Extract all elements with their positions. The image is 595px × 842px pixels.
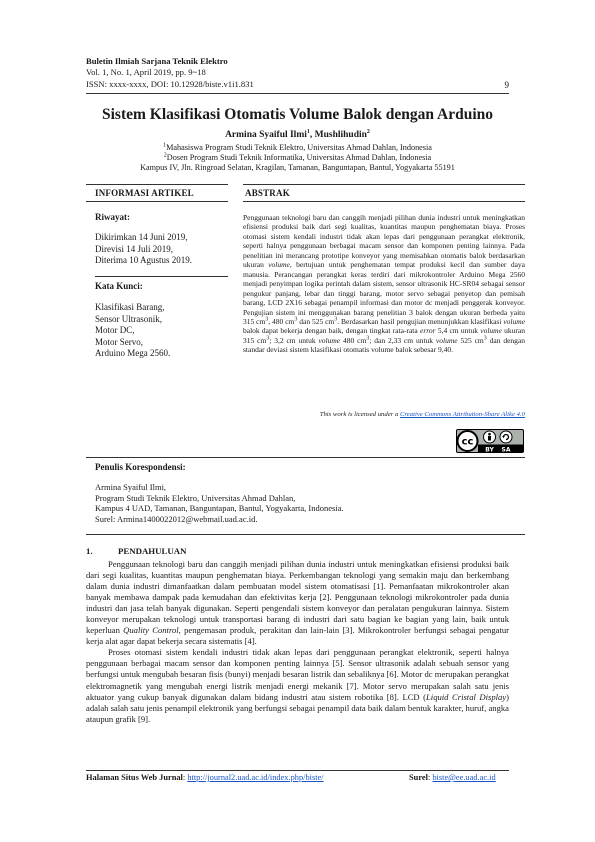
aff-2-text: Dosen Program Studi Teknik Informatika, Universitas Ahmad Dahlan, Indonesia: [166, 153, 432, 162]
author-2: Mushlihudin: [314, 130, 367, 140]
keywords-label: Kata Kunci:: [95, 281, 143, 291]
keyword-item: Motor Servo,: [95, 336, 143, 347]
aff-2-sup: 2: [163, 152, 167, 159]
section-number: 1.: [86, 546, 93, 556]
license-link[interactable]: Creative Commons Attribution-Share Alike 4.0: [399, 411, 525, 418]
abstract-text: Penggunaan teknologi baru dan canggih menjadi pilihan dunia industri untuk meningkatkan efisiensi produksi baik dari segi kualitas, kuantitas maupun penghematan biaya. Proses otomasi sistem kendali industri tidak akan lepas dari penggunaan perangkat elektronik, seperti halnya penggunaan berbagai macam sensor dan komponen penting lainnya. Pada penelitian ini merancang prototipe konveyor yang memisahkan otomatis balok berdasarkan ukuran volume, bertujuan untuk penghematan tempat produksi kecil dan sumber daya manusia. Perancangan perangkat keras terdiri dari mikrokontroler Arduino Mega 2560 menjadi penyimpan logika perintah dalam sistem, sensor ultrasonik HC-SR04 sebagai sensor pengukur panjang, lebar dan tinggi barang, motor servo sebagai penyetop dan pemisah barang, LCD 2X16 sebagai penampil informasi dan motor dc menjadi penggerak konveyor. Pengujian sistem ini menggunakan barang penelitian 3 balok dengan ukuran berbeda yaitu 315 $cm^3$, 480 $cm^3$ dan 525 $cm^3$. Berdasarkan hasil pengujian menunjukkan klasifikasi volume balok dapat bekerja dengan baik, dengan tingkat rata-rata error 5,4 cm untuk volume ukuran 315 $cm^3$; 3,2 cm untuk volume 480 $cm^3$; dan 2,33 cm untuk volume 525 $cm^3$ dan dengan standar deviasi sistem klasifikasi otomatis volume balok sebesar 9,40.: [243, 213, 526, 355]
header-rule: [86, 93, 509, 94]
correspondence-dept: Program Studi Teknik Elektro, Universitas Ahmad Dahlan,: [95, 492, 296, 503]
affiliation-1: [0, 143, 595, 152]
correspondence-block: [95, 462, 525, 524]
info-heading-rule: [86, 201, 228, 202]
intro-body: [86, 559, 509, 725]
abstract-heading: ABSTRAK: [245, 188, 290, 198]
article-info-heading: INFORMASI ARTIKEL: [95, 188, 194, 198]
correspondence-email: Surel: Armina1400022012@webmail.uad.ac.id.: [95, 513, 258, 524]
campus-address: Kampus IV, Jln. Ringroad Selatan, Kragilan, Tamanan, Banguntapan, Bantul, Yogyakarta 55191: [140, 163, 455, 172]
aff-1-text: Mahasiswa Program Studi Teknik Elektro, Universitas Ahmad Dahlan, Indonesia: [166, 143, 432, 152]
info-top-rule: [86, 184, 228, 185]
license-line: This work is licensed under a Creative Commons Attribution-Share Alike 4.0: [319, 411, 525, 418]
volume-info: Vol. 1, No. 1, April 2019, pp. 9~18: [86, 67, 206, 77]
cc-label: cc: [461, 436, 474, 448]
history-accepted: Diterima 10 Agustus 2019.: [95, 255, 192, 265]
history-list: [95, 232, 192, 267]
sa-label: SA: [501, 446, 511, 453]
correspondence-heading: Penulis Korespondensi:: [95, 462, 186, 472]
affiliation-2: [0, 153, 595, 162]
issn-doi: ISSN: xxxx-xxxx, DOI: 10.12928/biste.v1i1.831: [86, 79, 254, 89]
correspondence-address: Kampus 4 UAD, Tamanan, Banguntapan, Bantul, Yogyakarta, Indonesia.: [95, 503, 344, 514]
abstract-heading-rule: [243, 201, 525, 202]
aff-1-sup: 1: [163, 142, 167, 149]
history-label: Riwayat:: [95, 212, 130, 222]
history-revised: Direvisi 14 Juli 2019,: [95, 243, 173, 254]
intro-paragraph-1: Penggunaan teknologi baru dan canggih menjadi pilihan dunia industri untuk meningkatkan efisiensi produksi baik dari segi kualitas, kuantitas maupun penghematan biaya. Perkembangan teknologi yang semakin maju dan berkembang dalam dunia industri dimanfaatkan dalam pembuatan model sistem otomatisasi [1]. Pemanfaatan mikrokontroler akan banyak membawa dampak pada kemudahan dan efektivitas kerja [2]. Penggunaan teknologi mikrokontroler pada dunia industri dan jasa telah banyak digunakan. Seperti pengendali sistem konveyor dan peralatan pengukuran lainnya. Sistem konveyor merupakan teknologi untuk transportasi barang di industri dari satu bagian ke bagian yang lain, baik untuk keperluan Quality Control, pengemasan produk, perakitan dan lain-lain [3]. Mikrokontroler berfungsi sebagai pengatur kerja alat agar dapat bekerja secara sistematis [4].: [86, 559, 510, 647]
keyword-item: Sensor Ultrasonik,: [95, 313, 162, 324]
keyword-item: Klasifikasi Barang,: [95, 302, 165, 312]
journal-name: Buletin Ilmiah Sarjana Teknik Elektro: [86, 56, 228, 66]
history-submitted: Dikirimkan 14 Juni 2019,: [95, 232, 188, 242]
paper-title: Sistem Klasifikasi Otomatis Volume Balok dengan Arduino: [101, 106, 494, 123]
correspondence-bottom-rule: [86, 534, 525, 535]
author-1: Armina Syaiful Ilmi: [225, 130, 307, 140]
intro-paragraph-2: Proses otomasi sistem kendali industri tidak akan lepas dari penggunaan perangkat elektronik, seperti halnya penggunaan berbagai macam sensor dan komponen penting lainnya [5]. Sensor ultrasonik adalah sebuah sensor yang berfungsi untuk mengubah besaran fisis (bunyi) menjadi besaran listrik dan sebaliknya [6]. Motor dc merupakan perangkat elektromagnetik yang mengubah energi listrik menjadi energi mekanik [7]. Motor servo merupakan salah satu jenis aktuator yang cukup banyak digunakan dalam bidang industri atau sistem robotika [8]. LCD (Liquid Cristal Display) adalah salah satu jenis penampil elektronik yang berfungsi sebagai penampil data baik dalam bentuk karakter, huruf, angka ataupun grafik [9].: [86, 647, 510, 724]
journal-email-link[interactable]: biste@ee.uad.ac.id: [432, 773, 496, 782]
abstract-top-rule: [243, 184, 525, 185]
author-list: Armina Syaiful Ilmi$^1$, Mushlihudin$^2$: [225, 128, 370, 140]
keywords-rule: [95, 276, 228, 277]
footer-rule: [86, 770, 509, 771]
by-label: BY: [485, 446, 494, 453]
author-1-sup: 1: [306, 128, 310, 135]
author-2-sup: 2: [366, 128, 370, 135]
footer-site-label: Halaman Situs Web Jurnal: [86, 773, 183, 782]
journal-site-link[interactable]: http://journal2.uad.ac.id/index.php/biste/: [187, 773, 324, 782]
correspondence-top-rule: [86, 457, 525, 458]
keywords-list: [95, 302, 170, 360]
cc-by-sa-badge-icon[interactable]: [456, 429, 524, 453]
correspondence-name: Armina Syaiful Ilmi,: [95, 482, 167, 492]
keyword-item: Motor DC,: [95, 325, 135, 335]
footer-email-label: Surel: [409, 773, 428, 782]
page-number: 9: [504, 80, 509, 90]
section-heading: [86, 546, 186, 556]
keyword-item: Arduino Mega 2560.: [95, 348, 171, 358]
section-title: PENDAHULUAN: [118, 546, 187, 556]
footer: Halaman Situs Web Jurnal: http://journal2.uad.ac.id/index.php/biste/ Surel: biste@ee.uad.ac.id: [86, 773, 496, 782]
